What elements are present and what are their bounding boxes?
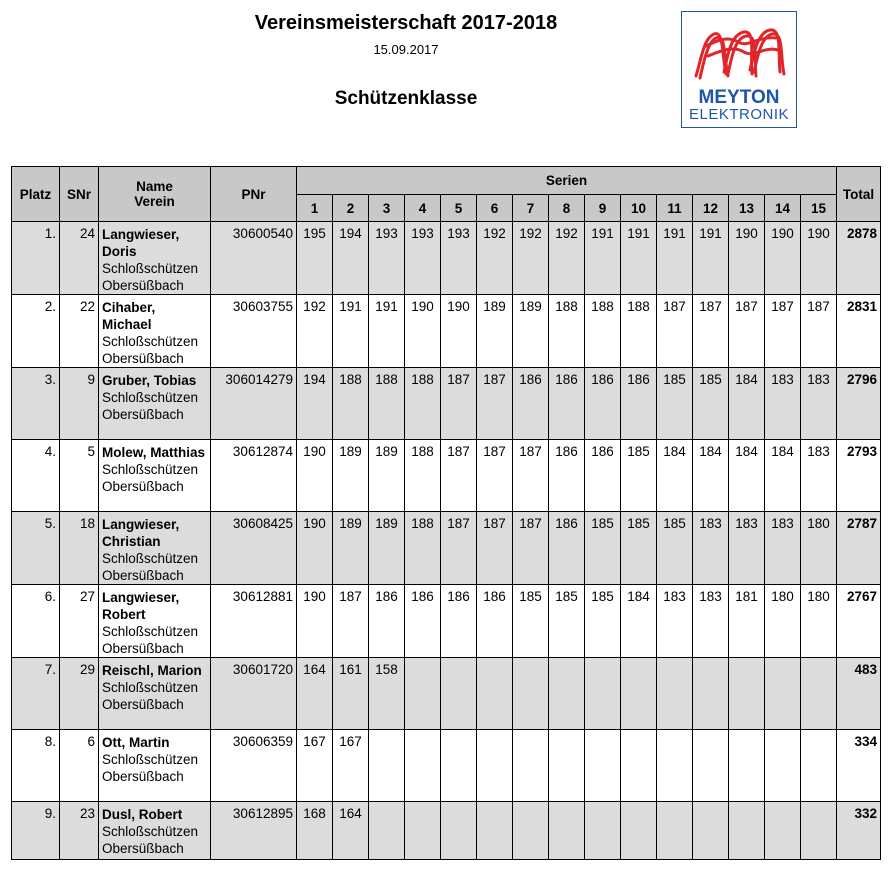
score-cell: 185 — [621, 440, 657, 512]
table-row — [12, 512, 881, 585]
score-cell: 185 — [549, 585, 585, 658]
club-name-line1: Schloßschützen — [102, 680, 199, 695]
pnr-cell: 30612895 — [211, 802, 297, 860]
serie-number-header: 8 — [549, 195, 585, 222]
col-header-platz: Platz — [12, 167, 60, 222]
platz-cell: 2. — [12, 295, 60, 368]
score-cell — [657, 730, 693, 802]
club-name-line1: Schloßschützen — [102, 261, 199, 276]
score-cell: 184 — [693, 440, 729, 512]
score-cell: 187 — [657, 295, 693, 368]
score-cell: 187 — [441, 368, 477, 440]
total-cell: 2793 — [837, 440, 881, 512]
score-cell — [693, 658, 729, 730]
score-cell: 189 — [369, 440, 405, 512]
score-cell: 185 — [657, 368, 693, 440]
score-cell: 188 — [549, 295, 585, 368]
score-cell: 191 — [585, 222, 621, 295]
score-cell: 192 — [549, 222, 585, 295]
logo-brand: MEYTON — [698, 87, 780, 108]
club-name-line2: Obersüßbach — [102, 697, 184, 712]
score-cell: 186 — [513, 368, 549, 440]
score-cell: 191 — [657, 222, 693, 295]
score-cell: 180 — [765, 585, 801, 658]
score-cell — [369, 730, 405, 802]
snr-cell: 9 — [60, 368, 99, 440]
score-cell: 193 — [369, 222, 405, 295]
score-cell — [513, 802, 549, 860]
score-cell: 188 — [333, 368, 369, 440]
score-cell — [693, 802, 729, 860]
score-cell: 190 — [297, 440, 333, 512]
pnr-cell: 30608425 — [211, 512, 297, 585]
score-cell: 191 — [333, 295, 369, 368]
score-cell — [513, 658, 549, 730]
club-name-line1: Schloßschützen — [102, 462, 199, 477]
score-cell: 184 — [657, 440, 693, 512]
snr-cell: 6 — [60, 730, 99, 802]
score-cell: 180 — [801, 512, 837, 585]
col-header-name-verein — [99, 167, 211, 222]
score-cell — [657, 658, 693, 730]
score-cell: 186 — [549, 512, 585, 585]
score-cell: 187 — [513, 512, 549, 585]
serie-number-header: 5 — [441, 195, 477, 222]
score-cell: 187 — [513, 440, 549, 512]
name-verein-cell — [99, 368, 211, 440]
total-cell: 2878 — [837, 222, 881, 295]
snr-cell: 22 — [60, 295, 99, 368]
score-cell: 192 — [297, 295, 333, 368]
class-heading: Schützenklasse — [334, 88, 478, 109]
score-cell: 187 — [441, 512, 477, 585]
score-cell: 194 — [333, 222, 369, 295]
score-cell: 190 — [765, 222, 801, 295]
score-cell: 187 — [441, 440, 477, 512]
report-date: 15.09.2017 — [373, 42, 439, 57]
score-cell: 184 — [729, 440, 765, 512]
platz-cell: 9. — [12, 802, 60, 860]
snr-cell: 27 — [60, 585, 99, 658]
score-cell: 183 — [693, 585, 729, 658]
score-cell — [801, 802, 837, 860]
score-cell: 186 — [585, 368, 621, 440]
score-cell: 186 — [441, 585, 477, 658]
score-cell — [621, 658, 657, 730]
score-cell: 186 — [621, 368, 657, 440]
serie-number-header: 13 — [729, 195, 765, 222]
score-cell: 190 — [729, 222, 765, 295]
report-title: Vereinsmeisterschaft 2017-2018 — [254, 12, 558, 34]
table-row — [12, 440, 881, 512]
score-cell: 188 — [621, 295, 657, 368]
platz-cell: 5. — [12, 512, 60, 585]
score-cell: 195 — [297, 222, 333, 295]
score-cell: 168 — [297, 802, 333, 860]
score-cell: 184 — [765, 440, 801, 512]
total-cell: 2796 — [837, 368, 881, 440]
score-cell — [441, 658, 477, 730]
score-cell: 188 — [405, 440, 441, 512]
score-cell: 192 — [477, 222, 513, 295]
score-cell: 186 — [549, 440, 585, 512]
pnr-cell: 30603755 — [211, 295, 297, 368]
score-cell: 190 — [801, 222, 837, 295]
name-verein-cell — [99, 802, 211, 860]
score-cell — [765, 802, 801, 860]
serie-number-header: 6 — [477, 195, 513, 222]
score-cell — [441, 802, 477, 860]
score-cell: 187 — [477, 512, 513, 585]
score-cell — [405, 658, 441, 730]
shooter-name: Cihaber, Michael — [102, 300, 156, 332]
score-cell: 190 — [297, 512, 333, 585]
score-cell: 185 — [585, 585, 621, 658]
pnr-cell: 30601720 — [211, 658, 297, 730]
serie-number-header: 7 — [513, 195, 549, 222]
snr-cell: 24 — [60, 222, 99, 295]
score-cell: 184 — [621, 585, 657, 658]
name-verein-cell — [99, 512, 211, 585]
score-cell: 191 — [369, 295, 405, 368]
score-cell — [729, 658, 765, 730]
col-header-pnr: PNr — [211, 167, 297, 222]
score-cell: 188 — [369, 368, 405, 440]
platz-cell: 8. — [12, 730, 60, 802]
score-cell: 164 — [333, 802, 369, 860]
score-cell: 186 — [585, 440, 621, 512]
platz-cell: 3. — [12, 368, 60, 440]
club-name-line2: Obersüßbach — [102, 351, 184, 366]
name-verein-cell — [99, 658, 211, 730]
total-cell: 332 — [837, 802, 881, 860]
score-cell: 186 — [549, 368, 585, 440]
score-cell: 185 — [657, 512, 693, 585]
table-row — [12, 295, 881, 368]
score-cell: 180 — [801, 585, 837, 658]
logo-subtitle: ELEKTRONIK — [688, 106, 790, 123]
name-verein-cell — [99, 295, 211, 368]
score-cell: 191 — [621, 222, 657, 295]
total-cell: 2787 — [837, 512, 881, 585]
score-cell: 187 — [477, 440, 513, 512]
club-name-line1: Schloßschützen — [102, 824, 199, 839]
score-cell: 183 — [693, 512, 729, 585]
score-cell — [585, 658, 621, 730]
snr-cell: 23 — [60, 802, 99, 860]
score-cell: 188 — [405, 368, 441, 440]
score-cell — [729, 802, 765, 860]
serie-number-header: 2 — [333, 195, 369, 222]
score-cell — [765, 658, 801, 730]
shooter-name: Gruber, Tobias — [102, 373, 197, 388]
club-name-line1: Schloßschützen — [102, 624, 199, 639]
score-cell — [729, 730, 765, 802]
club-name-line2: Obersüßbach — [102, 407, 184, 422]
score-cell: 189 — [333, 512, 369, 585]
table-row — [12, 658, 881, 730]
meyton-logo — [681, 11, 797, 128]
serie-number-header: 1 — [297, 195, 333, 222]
club-name-line2: Obersüßbach — [102, 769, 184, 784]
snr-cell: 5 — [60, 440, 99, 512]
col-header-name: Name — [136, 179, 173, 194]
pnr-cell: 30606359 — [211, 730, 297, 802]
name-verein-cell — [99, 730, 211, 802]
results-table — [11, 166, 881, 860]
score-cell: 158 — [369, 658, 405, 730]
shooter-name: Ott, Martin — [102, 735, 170, 750]
serie-number-header: 11 — [657, 195, 693, 222]
total-cell: 2767 — [837, 585, 881, 658]
score-cell: 185 — [513, 585, 549, 658]
score-cell: 190 — [297, 585, 333, 658]
logo-scribble-icon — [688, 16, 792, 88]
score-cell — [477, 658, 513, 730]
score-cell — [657, 802, 693, 860]
pnr-cell: 30612881 — [211, 585, 297, 658]
name-verein-cell — [99, 440, 211, 512]
table-row — [12, 222, 881, 295]
score-cell: 190 — [441, 295, 477, 368]
score-cell — [513, 730, 549, 802]
platz-cell: 4. — [12, 440, 60, 512]
score-cell: 167 — [333, 730, 369, 802]
score-cell: 186 — [405, 585, 441, 658]
col-header-snr: SNr — [60, 167, 99, 222]
club-name-line1: Schloßschützen — [102, 334, 199, 349]
score-cell — [549, 730, 585, 802]
platz-cell: 7. — [12, 658, 60, 730]
score-cell: 185 — [693, 368, 729, 440]
score-cell: 185 — [585, 512, 621, 585]
club-name-line1: Schloßschützen — [102, 752, 199, 767]
club-name-line2: Obersüßbach — [102, 641, 184, 656]
score-cell — [549, 658, 585, 730]
score-cell: 187 — [693, 295, 729, 368]
shooter-name: Langwieser, Robert — [102, 590, 180, 622]
score-cell: 190 — [405, 295, 441, 368]
score-cell: 189 — [513, 295, 549, 368]
col-header-serien: Serien — [297, 167, 837, 195]
score-cell: 189 — [369, 512, 405, 585]
serie-number-header: 15 — [801, 195, 837, 222]
score-cell — [585, 802, 621, 860]
score-cell — [765, 730, 801, 802]
score-cell: 189 — [477, 295, 513, 368]
score-cell: 189 — [333, 440, 369, 512]
serie-number-header: 3 — [369, 195, 405, 222]
score-cell: 194 — [297, 368, 333, 440]
score-cell: 161 — [333, 658, 369, 730]
score-cell: 167 — [297, 730, 333, 802]
score-cell: 188 — [405, 512, 441, 585]
score-cell: 181 — [729, 585, 765, 658]
shooter-name: Langwieser, Doris — [102, 227, 180, 259]
club-name-line2: Obersüßbach — [102, 278, 184, 293]
score-cell — [477, 802, 513, 860]
shooter-name: Dusl, Robert — [102, 807, 183, 822]
table-row — [12, 585, 881, 658]
club-name-line1: Schloßschützen — [102, 551, 199, 566]
club-name-line2: Obersüßbach — [102, 568, 184, 583]
score-cell — [621, 802, 657, 860]
serie-number-header: 4 — [405, 195, 441, 222]
shooter-name: Reischl, Marion — [102, 663, 202, 678]
score-cell — [693, 730, 729, 802]
score-cell: 187 — [333, 585, 369, 658]
score-cell: 183 — [657, 585, 693, 658]
score-cell — [801, 730, 837, 802]
platz-cell: 1. — [12, 222, 60, 295]
snr-cell: 29 — [60, 658, 99, 730]
score-cell — [405, 802, 441, 860]
score-cell: 183 — [765, 512, 801, 585]
score-cell — [405, 730, 441, 802]
score-cell: 186 — [477, 585, 513, 658]
score-cell: 183 — [765, 368, 801, 440]
pnr-cell: 30612874 — [211, 440, 297, 512]
col-header-verein: Verein — [134, 194, 175, 209]
table-row — [12, 368, 881, 440]
score-cell — [549, 802, 585, 860]
score-cell: 183 — [801, 368, 837, 440]
club-name-line1: Schloßschützen — [102, 390, 199, 405]
score-cell — [585, 730, 621, 802]
score-cell: 187 — [801, 295, 837, 368]
name-verein-cell — [99, 222, 211, 295]
score-cell — [477, 730, 513, 802]
score-cell: 164 — [297, 658, 333, 730]
shooter-name: Molew, Matthias — [102, 445, 206, 460]
score-cell: 187 — [477, 368, 513, 440]
score-cell: 184 — [729, 368, 765, 440]
score-cell: 183 — [729, 512, 765, 585]
table-row — [12, 802, 881, 860]
score-cell: 187 — [765, 295, 801, 368]
score-cell: 185 — [621, 512, 657, 585]
club-name-line2: Obersüßbach — [102, 841, 184, 856]
serie-number-header: 10 — [621, 195, 657, 222]
score-cell: 192 — [513, 222, 549, 295]
pnr-cell: 306014279 — [211, 368, 297, 440]
score-cell — [621, 730, 657, 802]
name-verein-cell — [99, 585, 211, 658]
serie-number-header: 14 — [765, 195, 801, 222]
score-cell — [801, 658, 837, 730]
table-row — [12, 730, 881, 802]
score-cell — [369, 802, 405, 860]
total-cell: 2831 — [837, 295, 881, 368]
club-name-line2: Obersüßbach — [102, 479, 184, 494]
total-cell: 483 — [837, 658, 881, 730]
serie-number-header: 9 — [585, 195, 621, 222]
pnr-cell: 30600540 — [211, 222, 297, 295]
score-cell — [441, 730, 477, 802]
total-cell: 334 — [837, 730, 881, 802]
shooter-name: Langwieser, Christian — [102, 517, 180, 549]
serie-number-header: 12 — [693, 195, 729, 222]
platz-cell: 6. — [12, 585, 60, 658]
col-header-total: Total — [837, 167, 881, 222]
score-cell: 187 — [729, 295, 765, 368]
snr-cell: 18 — [60, 512, 99, 585]
score-cell: 183 — [801, 440, 837, 512]
score-cell: 193 — [441, 222, 477, 295]
score-cell: 188 — [585, 295, 621, 368]
score-cell: 186 — [369, 585, 405, 658]
score-cell: 193 — [405, 222, 441, 295]
score-cell: 191 — [693, 222, 729, 295]
